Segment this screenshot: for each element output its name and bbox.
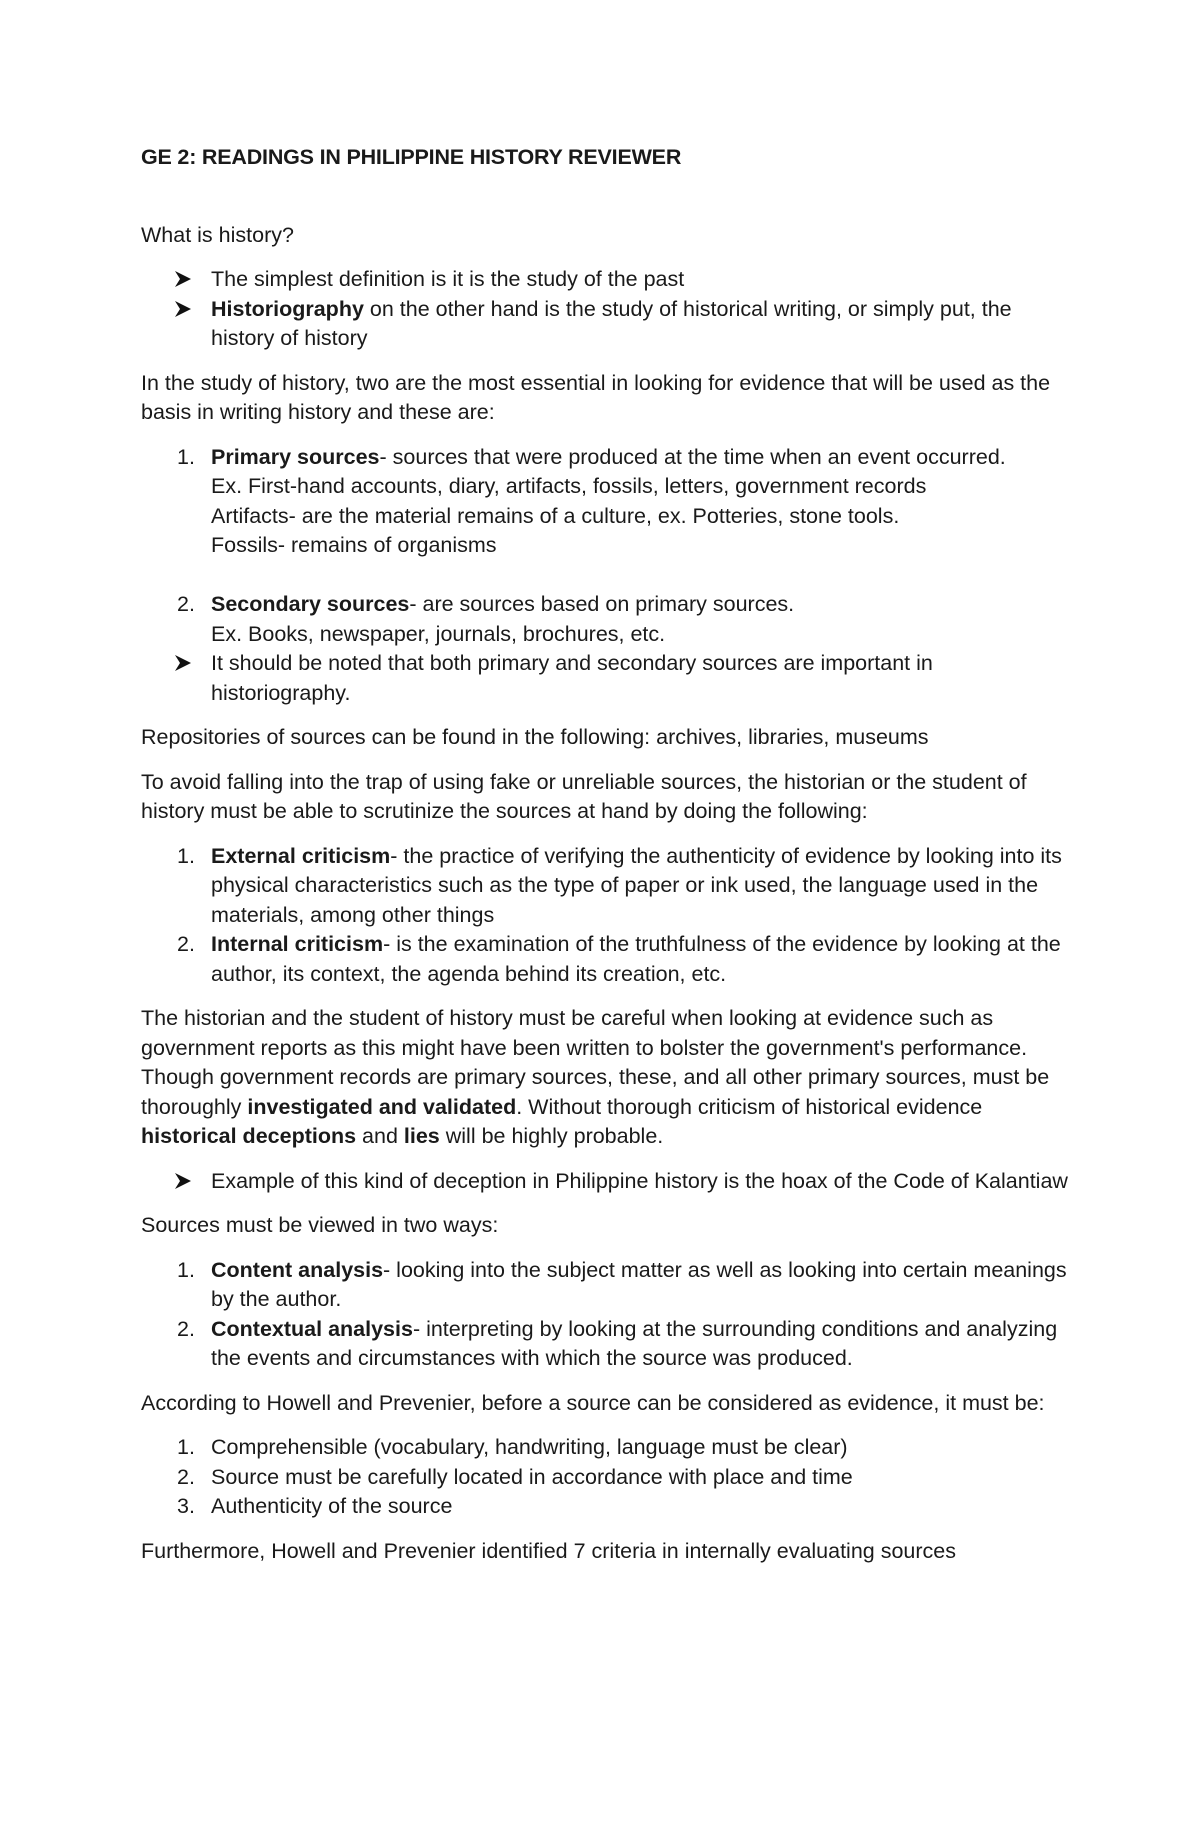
bullet-text: on the other hand is the study of historical writing, or simply put, the history of history (211, 296, 1012, 350)
arrowhead-bullet-icon (174, 270, 192, 288)
bullet-text: It should be noted that both primary and secondary sources are important in historiography. (211, 651, 933, 705)
example-line: Ex. Books, newspaper, journals, brochures, etc. (211, 621, 666, 646)
text-run: and (356, 1124, 404, 1148)
list-item (141, 1315, 1071, 1374)
list-item (141, 265, 1071, 295)
item-number: 3. (177, 1494, 195, 1518)
list-item (141, 1492, 1071, 1522)
item-text: - the practice of verifying the authenticity of evidence by looking into its physical characteristics such as the type of paper or ink used, the language used in the materials, among other things (211, 843, 1062, 927)
list-item (141, 295, 1071, 354)
bullet-text: Example of this kind of deception in Philippine history is the hoax of the Code of Kalantiaw (211, 1168, 1068, 1193)
item-number: 2. (177, 1464, 195, 1489)
list-item (141, 1463, 1071, 1493)
list-item (141, 930, 1071, 989)
list-item (141, 842, 1071, 931)
term-bold: historical deceptions (141, 1124, 357, 1148)
example-list (141, 1167, 1071, 1197)
list-item (141, 649, 1071, 708)
paragraph (141, 1004, 1071, 1152)
item-number: 2. (177, 1316, 195, 1341)
item-text: - is the examination of the truthfulness of the evidence by looking at the author, its context, the agenda behind its creation, etc. (211, 932, 1061, 986)
question-heading: What is history? (141, 222, 294, 247)
list-item (141, 1167, 1071, 1197)
item-number: 2. (177, 932, 195, 956)
term-bold: Secondary sources (211, 592, 410, 616)
paragraph: To avoid falling into the trap of using fake or unreliable sources, the historian or the student of history must be able to scrutinize the sources at hand by doing the following: (141, 769, 1027, 823)
arrowhead-bullet-icon (174, 1172, 192, 1190)
example-line: Ex. First-hand accounts, diary, artifacts, fossils, letters, government records (211, 474, 927, 498)
text-run: . Without thorough criticism of historical evidence (516, 1094, 983, 1119)
item-text: Source must be carefully located in accordance with place and time (211, 1464, 853, 1489)
example-line: Fossils- remains of organisms (211, 533, 497, 557)
paragraph: According to Howell and Prevenier, before a source can be considered as evidence, it must be: (141, 1390, 1045, 1415)
item-text: Comprehensible (vocabulary, handwriting, language must be clear) (211, 1435, 848, 1459)
list-item (141, 590, 1071, 649)
item-number: 2. (177, 592, 195, 616)
arrowhead-bullet-icon (174, 300, 192, 318)
term-bold: External criticism (211, 843, 391, 868)
term-bold: Internal criticism (211, 932, 384, 956)
item-text: Authenticity of the source (211, 1494, 453, 1518)
term-bold: Contextual analysis (211, 1316, 413, 1341)
term-bold: lies (403, 1124, 440, 1148)
paragraph: Furthermore, Howell and Prevenier identified 7 criteria in internally evaluating sources (141, 1538, 957, 1563)
item-text: - are sources based on primary sources. (409, 592, 795, 616)
note-list (141, 649, 1071, 708)
arrowhead-bullet-icon (174, 654, 192, 672)
document-body (141, 143, 1071, 1581)
term-bold: Historiography (211, 296, 364, 321)
list-item (141, 443, 1071, 561)
text-run: The historian and the student of history must be careful when looking at evidence such as government reports as this might have been written to bolster the government's performance. Though government records are primary sources, these, and all other primary sources, must be thoroughly (141, 1006, 1050, 1119)
paragraph: Sources must be viewed in two ways: (141, 1213, 499, 1237)
item-number: 1. (177, 1435, 195, 1459)
text-run: will be highly probable. (439, 1124, 664, 1148)
paragraph: Repositories of sources can be found in the following: archives, libraries, museums (141, 725, 929, 749)
item-number: 1. (177, 444, 195, 469)
term-bold: Primary sources (211, 444, 380, 469)
definition-list (141, 265, 1071, 354)
example-line: Artifacts- are the material remains of a culture, ex. Potteries, stone tools. (211, 503, 900, 528)
criteria-list (141, 1433, 1071, 1522)
list-item (141, 1256, 1071, 1315)
term-bold: Content analysis (211, 1257, 384, 1282)
page-title: GE 2: READINGS IN PHILIPPINE HISTORY REVIEWER (141, 145, 682, 169)
bullet-text: The simplest definition is it is the study of the past (211, 267, 685, 291)
term-bold: investigated and validated (247, 1094, 517, 1119)
analysis-list (141, 1256, 1071, 1374)
item-text: - interpreting by looking at the surrounding conditions and analyzing the events and circumstances with which the source was produced. (211, 1316, 1058, 1370)
sources-list (141, 443, 1071, 650)
item-text: - sources that were produced at the time when an event occurred. (379, 444, 1006, 469)
item-text: - looking into the subject matter as well as looking into certain meanings by the author. (211, 1257, 1067, 1311)
list-item (141, 1433, 1071, 1463)
criticism-list (141, 842, 1071, 990)
item-number: 1. (177, 1257, 195, 1282)
item-number: 1. (177, 843, 195, 868)
paragraph: In the study of history, two are the most essential in looking for evidence that will be used as the basis in writing history and these are: (141, 370, 1051, 424)
